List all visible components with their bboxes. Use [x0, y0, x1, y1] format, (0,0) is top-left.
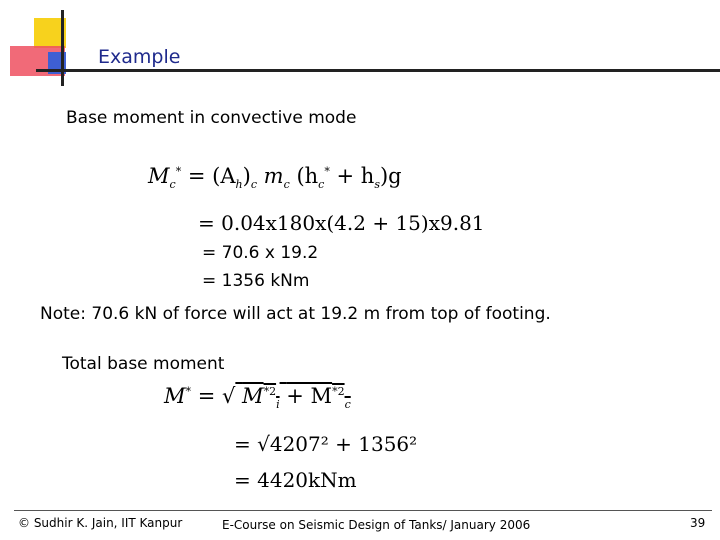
- equation-convective-moment: $M_c^* = (A_h)_c$ $m_c$ $(h_c^* + h_s)g$: [148, 164, 402, 192]
- footer-divider: [14, 510, 712, 511]
- eq1-rhs2: m: [263, 164, 284, 188]
- footer-author: © Sudhir K. Jain, IIT Kanpur: [18, 516, 183, 530]
- footer-course: E-Course on Seismic Design of Tanks/ January 2006: [222, 518, 531, 532]
- note-text: Note: 70.6 kN of force will act at 19.2 m from top of footing.: [40, 304, 551, 324]
- step-product: = 70.6 x 19.2: [202, 243, 319, 263]
- decor-horizontal-line: [36, 69, 720, 72]
- slide-title: Example: [98, 46, 181, 68]
- eq1-rhs4: + h: [336, 164, 375, 188]
- equation-substitution: = 0.04x180x(4.2 + 15)x9.81: [198, 211, 485, 235]
- subtitle: Base moment in convective mode: [66, 108, 357, 128]
- equation-total-values: = √4207² + 1356²: [234, 432, 418, 456]
- step-result: = 1356 kNm: [202, 271, 310, 291]
- eq3-m1: M: [242, 384, 264, 408]
- total-base-moment-label: Total base moment: [62, 354, 225, 374]
- eq1-rhs5: )g: [379, 164, 402, 188]
- equation-total-moment: M* = √ $M^{*2}_i + M^{*2}_c$: [164, 384, 351, 412]
- eq1-rhs3: (h: [296, 164, 319, 188]
- eq3-lhs: M: [164, 384, 186, 408]
- equation-total-result: = 4420kNm: [234, 468, 357, 492]
- page-number: 39: [690, 516, 706, 530]
- eq3-plus: + M: [286, 384, 333, 408]
- eq1-lhs: M: [148, 164, 170, 188]
- eq1-rhs: = (A: [187, 164, 236, 188]
- decor-vertical-line: [61, 10, 64, 86]
- eq3-sqrt: = √: [197, 384, 236, 408]
